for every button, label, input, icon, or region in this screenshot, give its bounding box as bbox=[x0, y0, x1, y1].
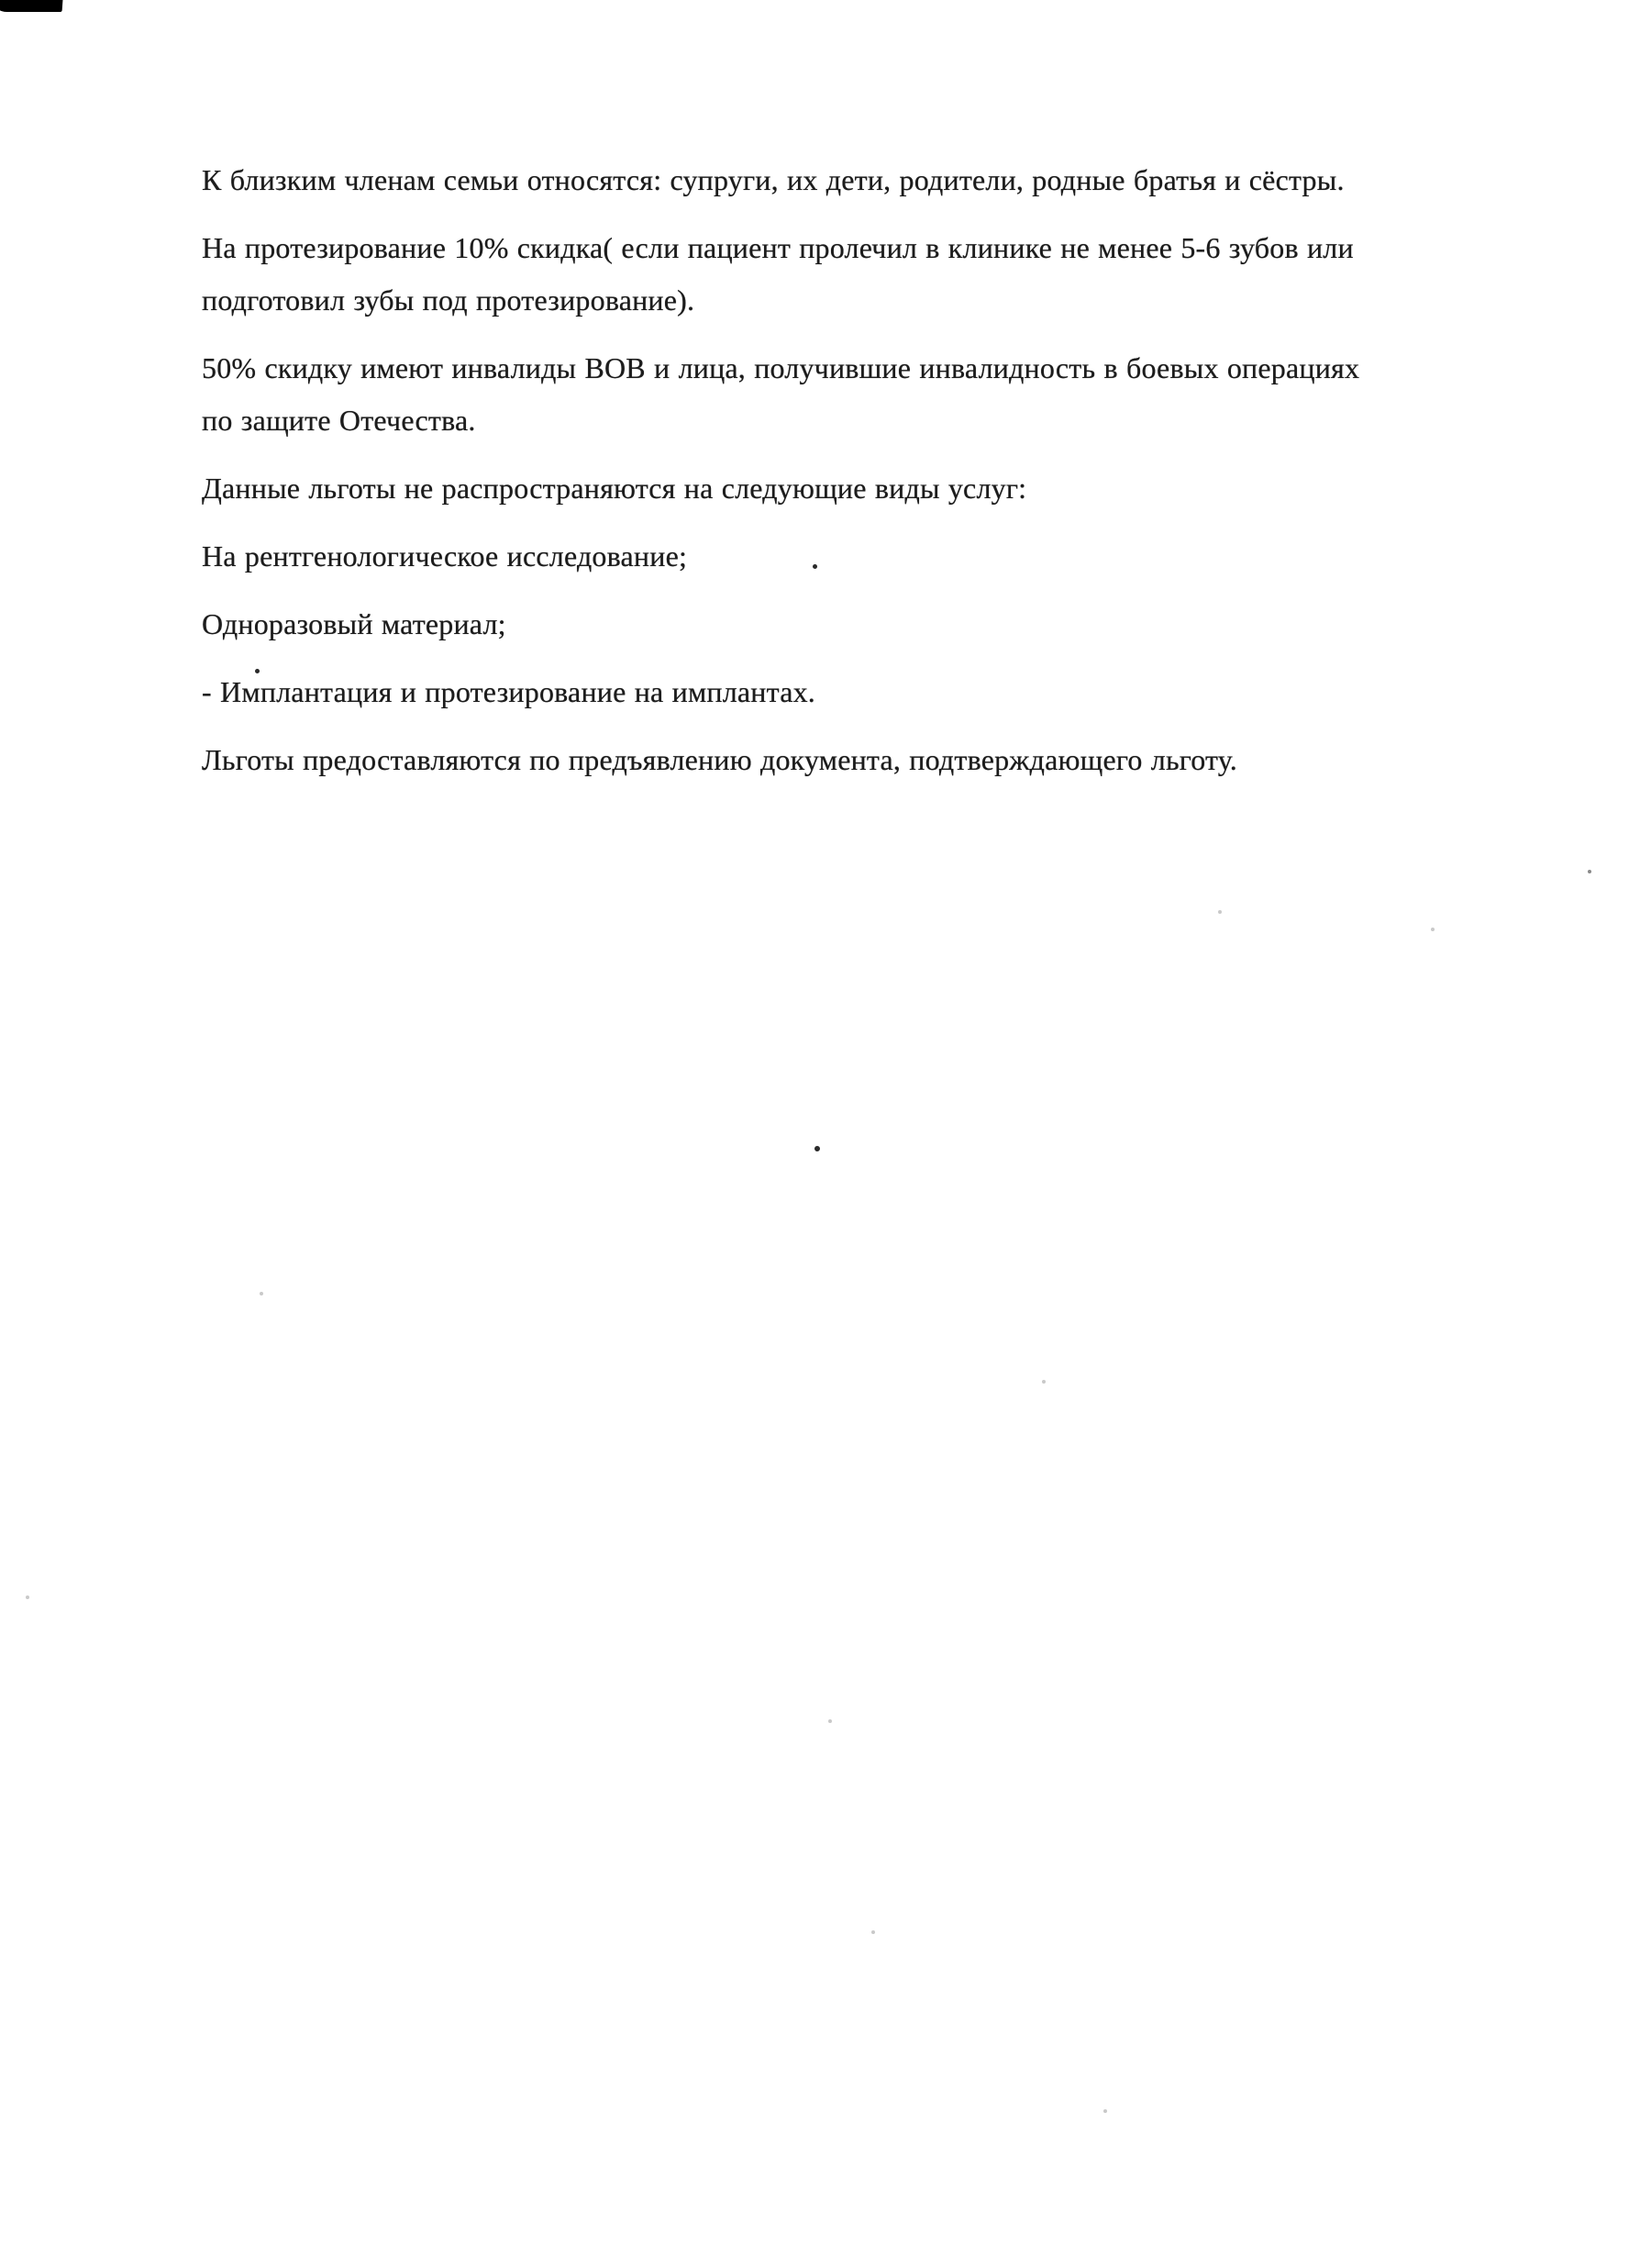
text-line: На протезирование 10% скидка( если пациент пролечил в клинике не менее 5-6 зубов или bbox=[202, 231, 1354, 264]
paragraph-exclusion-xray bbox=[202, 530, 1578, 583]
text-line: по защите Отечества. bbox=[202, 404, 476, 437]
paragraph-prosthetics-discount bbox=[202, 222, 1578, 327]
text-line: подготовил зубы под протезирование). bbox=[202, 284, 695, 317]
photocopy-corner-artifact bbox=[0, 0, 62, 12]
scan-speck bbox=[1588, 870, 1591, 873]
scan-speck bbox=[1042, 1380, 1046, 1384]
paragraph-family-members bbox=[202, 154, 1578, 206]
text-line: Данные льготы не распространяются на следующие виды услуг: bbox=[202, 472, 1027, 505]
text-line: Льготы предоставляются по предъявлению документа, подтверждающего льготу. bbox=[202, 743, 1238, 776]
text-line: Одноразовый материал; bbox=[202, 607, 506, 640]
paragraph-veterans-discount bbox=[202, 342, 1578, 447]
text-line: 50% скидку имеют инвалиды ВОВ и лица, получившие инвалидность в боевых операциях bbox=[202, 351, 1360, 384]
text-line: - Имплантация и протезирование на имплантах. bbox=[202, 675, 816, 708]
paragraph-exclusions-header bbox=[202, 462, 1578, 515]
document-text-block bbox=[202, 154, 1578, 802]
scan-speck bbox=[828, 1719, 832, 1723]
paragraph-exclusion-implants bbox=[202, 666, 1578, 718]
text-line: На рентгенологическое исследование; bbox=[202, 539, 688, 573]
paragraph-proof-required bbox=[202, 734, 1578, 786]
scan-speck bbox=[814, 1146, 820, 1151]
paragraph-exclusion-disposables bbox=[202, 598, 1578, 650]
text-line: К близким членам семьи относятся: супруги, их дети, родители, родные братья и сёстры. bbox=[202, 163, 1345, 196]
scan-speck bbox=[1218, 910, 1222, 914]
scan-speck bbox=[255, 669, 260, 673]
scan-speck bbox=[26, 1595, 29, 1599]
scan-speck bbox=[813, 564, 817, 569]
scan-speck bbox=[1431, 928, 1435, 931]
scan-speck bbox=[260, 1292, 263, 1295]
scan-speck bbox=[1103, 2109, 1107, 2113]
scan-speck bbox=[871, 1930, 875, 1934]
